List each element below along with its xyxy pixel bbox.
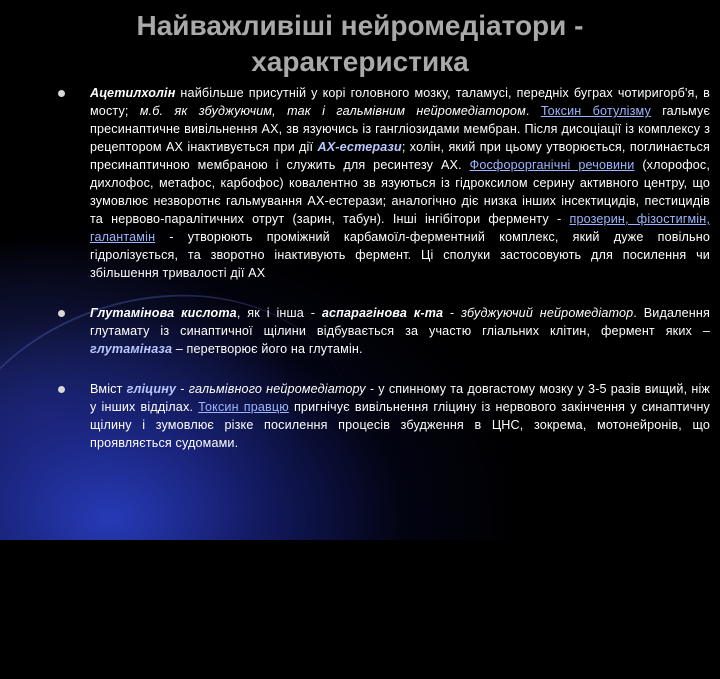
text-segment: . Видалення глутамату із синаптичної щілини відбувається за участю гліальних клітин, фермент яких – <box>90 306 710 338</box>
bullet-dot-icon <box>58 90 65 97</box>
bullet-dot-icon <box>58 386 65 393</box>
slide-title <box>0 8 720 80</box>
title-line-1: Найважливіші нейромедіатори - <box>136 10 584 41</box>
bullet-acetylcholine <box>54 84 710 282</box>
text-segment: - у спинному та довгастому мозку у 3-5 разів вищий, ніж у інших відділах. <box>90 382 710 414</box>
bullet-dot-icon <box>58 310 65 317</box>
link-organophosphates[interactable]: Фосфорорганічні речовини <box>469 158 635 172</box>
text-segment: . <box>525 104 541 118</box>
text-segment: гальмує пресинаптичне вивільнення АХ, зв язуючись із гангліозидами мембран. Після дисоціації із комплексу з рецептором АХ інактивується при дії <box>90 104 711 154</box>
text-segment: пригнічує вивільнення гліцину із нервового закінчення у синаптичну щілину і зумовлює різке посилення процесів збудження в ЦНС, зокрема, мотонейронів, що проявляється судомами. <box>90 400 710 450</box>
term-glycine: гліцину <box>126 382 177 396</box>
term-acetylcholine: Ацетилхолін <box>90 86 176 100</box>
link-botulism-toxin[interactable]: Токсин ботулізму <box>540 104 651 118</box>
term-ach-esterase: АХ-естерази <box>317 140 402 154</box>
text-segment: - <box>176 382 189 396</box>
text-segment: , як і інша - <box>236 306 322 320</box>
title-line-2: характеристика <box>251 46 469 77</box>
text-segment: – перетворює його на глутамін. <box>172 342 363 356</box>
text-segment-italic: збуджуючий нейромедіатор <box>461 306 634 320</box>
link-inhibitors[interactable]: прозерин, фізостигмін, галантамін <box>90 212 711 244</box>
text-segment: - <box>443 306 462 320</box>
link-tetanus-toxin[interactable]: Токсин правцю <box>198 400 289 414</box>
text-segment: Вміст <box>90 382 127 396</box>
term-aspartic-acid: аспарагінова к-та <box>321 306 444 320</box>
text-segment-italic: м.б. як збуджуючим, так і гальмівним нейромедіатором <box>139 104 526 118</box>
text-segment: - утворюють проміжний карбамоїл-ферментний комплекс, який дуже повільно гідролізується, та зворотно інактивують фермент. Ці сполуки застосовують для посилення чи збільшення тривалості дії АХ <box>90 230 710 280</box>
bullet-list <box>54 84 710 452</box>
text-segment: ; холін, який при цьому утворюється, поглинається пресинаптичною мембраною і служить для ресинтезу АХ. <box>90 140 710 172</box>
term-glutamic-acid: Глутамінова кислота <box>90 306 237 320</box>
text-segment: найбільше присутній у корі головного мозку, таламусі, передніх буграх чотиригорб'я, в мосту; <box>90 86 710 118</box>
bullet-glycine <box>54 380 710 452</box>
term-glutaminase: глутаміназа <box>90 342 173 356</box>
text-segment-italic: гальмівного нейромедіатору <box>188 382 366 396</box>
bullet-glutamic-acid <box>54 304 710 358</box>
text-segment: (хлорофос, дихлофос, метафос, карбофос) ковалентно зв язуються із гідроксилом серину активного центру, що зумовлює незворотнє гальмування АХ-естерази; аналогічно діє низка інших інсектицидів, пестицидів та нервово-паралітичних отрут (зарин, табун). Інші інгібітори ферменту - <box>90 158 710 226</box>
